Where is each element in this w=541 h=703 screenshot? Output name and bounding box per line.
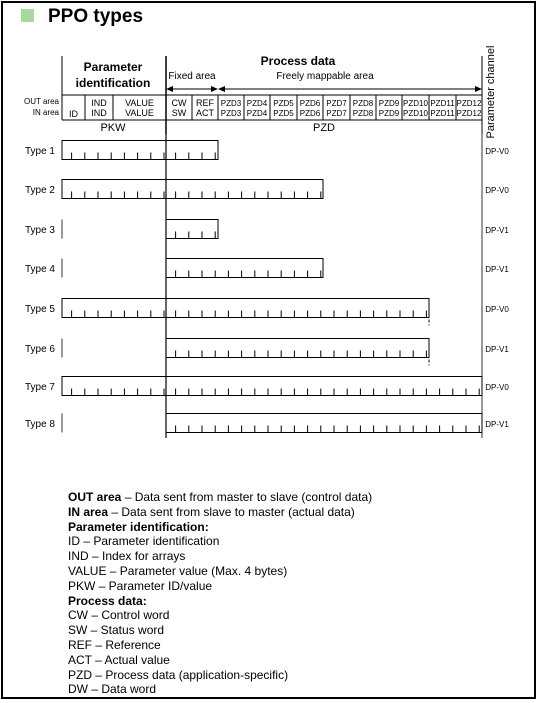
row-label-type: Type 5: [24, 304, 55, 315]
column-label-out: PZD12: [456, 99, 482, 108]
column-label-out: IND: [91, 98, 107, 108]
column-label-out: PZD4: [246, 99, 268, 108]
column-label-out: ID: [69, 109, 78, 119]
param-id-title: identification: [75, 76, 151, 90]
pzd-block: [166, 414, 482, 433]
pzd-block: [166, 377, 482, 396]
legend-entry: [68, 549, 372, 564]
legend-entry: [68, 608, 372, 623]
column-label-out: PZD7: [326, 99, 347, 108]
legend-term: OUT area: [68, 490, 122, 504]
pzd-block: [166, 220, 218, 239]
row-label-type: Type 7: [24, 382, 55, 393]
column-label-in: ACT: [196, 108, 214, 118]
legend-description: PZD – Process data (application-specific): [68, 667, 289, 682]
column-label-out: PZD9: [378, 99, 400, 108]
pzd-label: PZD: [313, 122, 335, 134]
legend-entry: [68, 564, 372, 579]
legend-term: IN area: [68, 504, 109, 519]
column-label-out: PZD3: [220, 99, 242, 108]
column-label-out: VALUE: [125, 98, 154, 108]
arrow-head-icon: [475, 86, 482, 92]
row-label-type: Type 2: [24, 185, 55, 196]
column-label-out: PZD8: [352, 99, 374, 108]
legend-heading: [68, 520, 372, 535]
column-label-out: PZD5: [273, 99, 294, 108]
column-label-in: PZD6: [299, 109, 321, 118]
column-label-in: PZD4: [246, 109, 268, 118]
pzd-block: [166, 339, 429, 358]
column-label-in: PZD7: [326, 109, 347, 118]
legend-description: SW – Status word: [68, 623, 165, 638]
legend-heading-text: Parameter identification:: [68, 519, 209, 534]
legend-entry: [68, 682, 372, 697]
row-channel-label: DP-V0: [485, 147, 509, 156]
legend-entry: [68, 623, 372, 638]
legend-description: PKW – Parameter ID/value: [68, 578, 213, 593]
column-label-in: IND: [91, 108, 107, 118]
column-label-out: PZD10: [403, 99, 428, 108]
legend-entry: [68, 534, 372, 549]
legend-entry: [68, 579, 372, 594]
legend: [68, 490, 372, 697]
column-label-out: PZD11: [430, 99, 455, 108]
legend-heading: [68, 594, 372, 609]
column-label-in: PZD10: [403, 109, 428, 118]
row-label-type: Type 1: [24, 146, 55, 157]
column-label-in: PZD5: [273, 109, 294, 118]
column-label-out: REF: [196, 98, 214, 108]
arrow-head-icon: [211, 86, 218, 92]
column-label-in: PZD12: [456, 109, 482, 118]
legend-entry: [68, 505, 372, 520]
pzd-block: [166, 141, 218, 160]
column-label-in: PZD9: [378, 109, 400, 118]
pzd-block: [166, 259, 323, 278]
legend-entry: [68, 490, 372, 505]
process-data-title: Process data: [260, 54, 336, 68]
legend-entry: [68, 668, 372, 683]
out-area-label: OUT area: [24, 97, 59, 106]
row-channel-label: DP-V1: [485, 226, 509, 235]
legend-heading-text: Process data:: [68, 593, 147, 608]
legend-description: IND – Index for arrays: [68, 549, 186, 564]
fixed-area-label: Fixed area: [168, 71, 216, 82]
row-label-type: Type 6: [24, 344, 55, 355]
column-label-out: CW: [171, 98, 187, 108]
row-channel-label: DP-V1: [485, 265, 509, 274]
in-area-label: IN area: [32, 108, 59, 117]
row-label-type: Type 8: [24, 419, 55, 430]
legend-description: REF – Reference: [68, 637, 161, 652]
param-id-title: Parameter: [83, 60, 143, 74]
column-label-in: PZD8: [352, 109, 374, 118]
legend-description: VALUE – Parameter value (Max. 4 bytes): [68, 563, 288, 578]
legend-description: ACT – Actual value: [68, 652, 170, 667]
column-label-in: PZD3: [220, 109, 242, 118]
legend-entry: [68, 638, 372, 653]
legend-entry: [68, 653, 372, 668]
row-label-type: Type 4: [24, 264, 55, 275]
row-channel-label: DP-V0: [485, 305, 509, 314]
legend-description: DW – Data word: [68, 682, 157, 697]
row-channel-label: DP-V1: [485, 420, 509, 429]
legend-description: ID – Parameter identification: [68, 534, 220, 549]
column-label-out: PZD6: [299, 99, 321, 108]
row-channel-label: DP-V0: [485, 186, 509, 195]
freely-mappable-label: Freely mappable area: [276, 71, 374, 82]
pkw-label: PKW: [100, 122, 126, 134]
column-label-in: SW: [171, 108, 187, 118]
arrow-head-icon: [218, 86, 225, 92]
parameter-channel-label: Parameter channel: [485, 45, 497, 139]
row-label-type: Type 3: [24, 225, 55, 236]
column-label-in: VALUE: [125, 108, 154, 118]
pzd-block: [166, 180, 323, 199]
legend-description: – Data sent from master to slave (control data): [121, 490, 373, 504]
pzd-block: [166, 299, 429, 318]
arrow-head-icon: [166, 86, 173, 92]
row-channel-label: DP-V0: [485, 383, 509, 392]
legend-description: – Data sent from slave to master (actual data): [108, 504, 355, 519]
row-channel-label: DP-V1: [485, 345, 509, 354]
column-label-in: PZD11: [430, 109, 455, 118]
legend-description: CW – Control word: [68, 608, 170, 623]
page-title: PPO types: [48, 6, 144, 27]
